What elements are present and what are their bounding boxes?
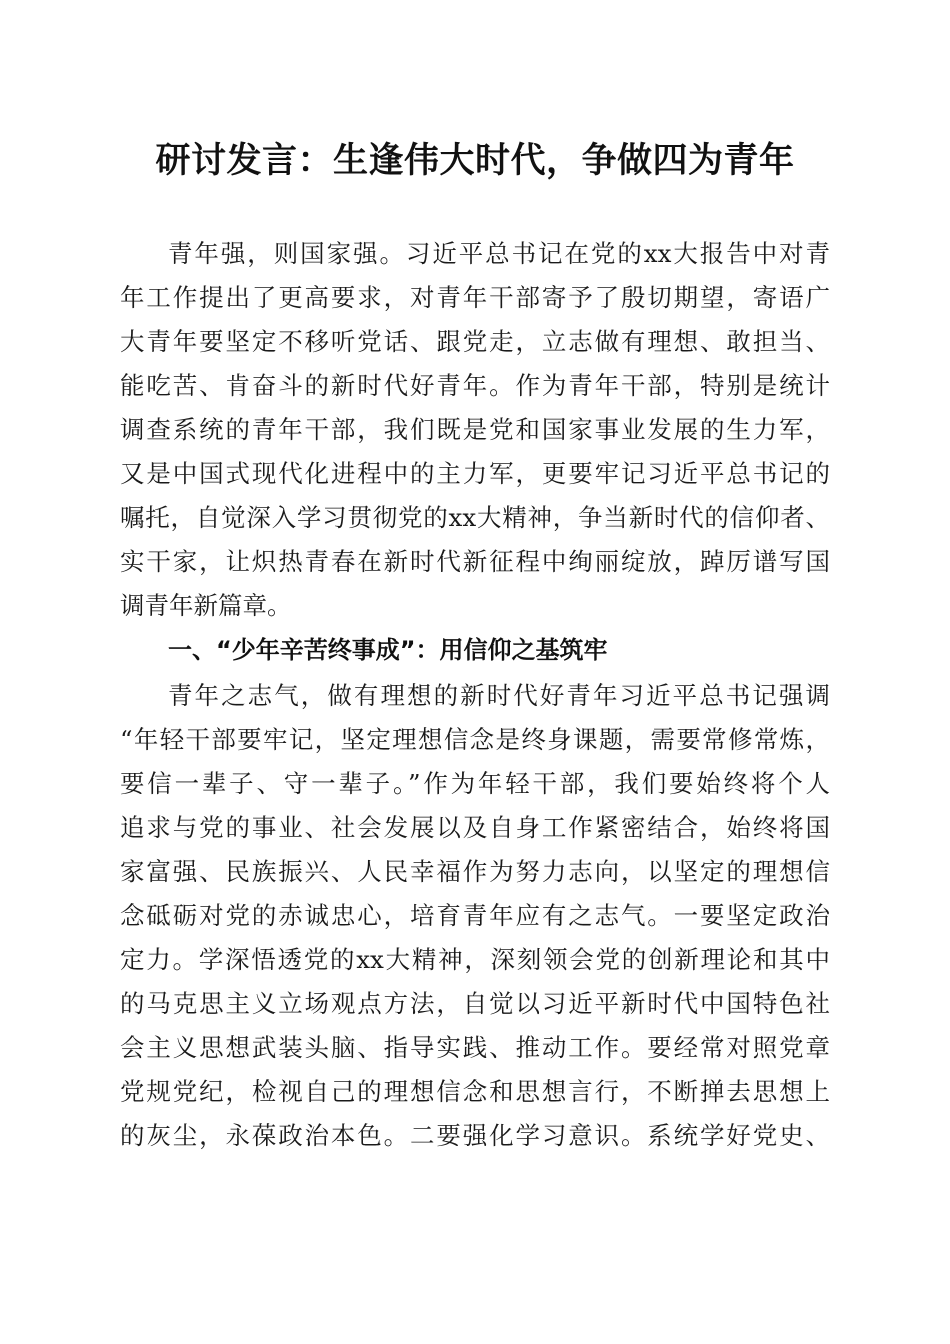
paragraph-line: 年工作提出了更高要求，对青年干部寄予了殷切期望，寄语广 <box>120 283 830 312</box>
paragraph-line: 要信一辈子、守一辈子。”作为年轻干部，我们要始终将个人 <box>120 769 830 798</box>
section-heading: 一、“少年辛苦终事成”：用信仰之基筑牢 <box>168 636 608 664</box>
paragraph-line: 调查系统的青年干部，我们既是党和国家事业发展的生力军， <box>120 415 830 444</box>
paragraph-line: 党规党纪，检视自己的理想信念和思想言行，不断掸去思想上 <box>120 1077 830 1106</box>
paragraph-line: 追求与党的事业、社会发展以及自身工作紧密结合，始终将国 <box>120 813 830 842</box>
paragraph-line: 家富强、民族振兴、人民幸福作为努力志向，以坚定的理想信 <box>120 857 830 886</box>
paragraph-line: “年轻干部要牢记，坚定理想信念是终身课题，需要常修常炼， <box>120 725 830 754</box>
paragraph-line: 实干家，让炽热青春在新时代新征程中绚丽绽放，踔厉谱写国 <box>120 547 830 576</box>
paragraph-line: 的灰尘，永葆政治本色。二要强化学习意识。系统学好党史、 <box>120 1121 830 1150</box>
paragraph-line: 的马克思主义立场观点方法，自觉以习近平新时代中国特色社 <box>120 989 830 1018</box>
paragraph-line: 能吃苦、肯奋斗的新时代好青年。作为青年干部，特别是统计 <box>120 371 830 400</box>
document-title: 研讨发言：生逢伟大时代，争做四为青年 <box>155 140 795 181</box>
paragraph-line: 大青年要坚定不移听党话、跟党走，立志做有理想、敢担当、 <box>120 327 830 356</box>
paragraph-line: 会主义思想武装头脑、指导实践、推动工作。要经常对照党章 <box>120 1033 830 1062</box>
paragraph-line: 念砥砺对党的赤诚忠心，培育青年应有之志气。一要坚定政治 <box>120 901 830 930</box>
paragraph-line: 青年之志气，做有理想的新时代好青年习近平总书记强调 <box>168 681 830 710</box>
paragraph-line: 又是中国式现代化进程中的主力军，更要牢记习近平总书记的 <box>120 459 830 488</box>
paragraph-line: 定力。学深悟透党的xx大精神，深刻领会党的创新理论和其中 <box>120 945 830 974</box>
paragraph-line: 青年强，则国家强。习近平总书记在党的xx大报告中对青 <box>168 239 830 268</box>
paragraph-line: 调青年新篇章。 <box>120 591 292 620</box>
paragraph-line: 嘱托，自觉深入学习贯彻党的xx大精神，争当新时代的信仰者、 <box>120 503 830 532</box>
